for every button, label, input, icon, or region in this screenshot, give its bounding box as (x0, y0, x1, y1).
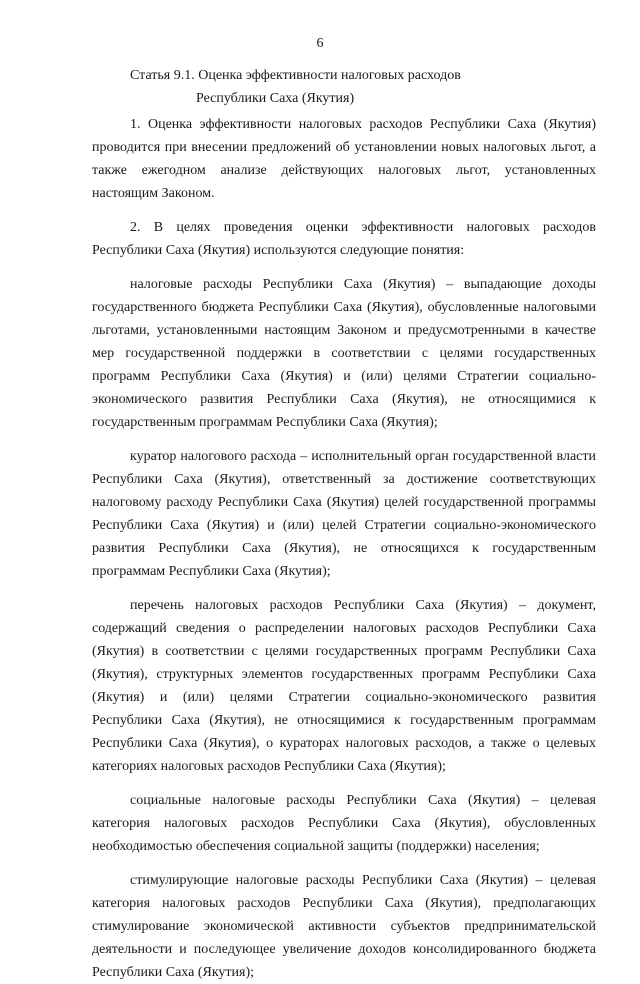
definition-curator: куратор налогового расхода – исполнительный орган государственной власти Республики Саха (Якутия), ответственный за достижение соответствующих налоговому расходу Республики Саха (Якутия) целей государственной программы Республики Саха (Якутия) и (или) целей Стратегии социально-экономического развития Республики Саха (Якутия), не относящихся к государственным программам Республики Саха (Якутия); (92, 449, 596, 579)
definition-stimulating: стимулирующие налоговые расходы Республики Саха (Якутия) – целевая категория налоговых расходов Республики Саха (Якутия), предполагающих стимулирование экономической активности субъектов предпринимательской деятельности и последующее увеличение доходов консолидированного бюджета Республики Саха (Якутия); (92, 873, 596, 980)
definition-social: социальные налоговые расходы Республики Саха (Якутия) – целевая категория налоговых расходов Республики Саха (Якутия), обусловленных необходимостью обеспечения социальной защиты (поддержки) населения; (92, 793, 596, 854)
article-title-line-2: Республики Саха (Якутия) (196, 91, 355, 106)
definition-list: перечень налоговых расходов Республики Саха (Якутия) – документ, содержащий сведения о распределении налоговых расходов Республики Саха (Якутия) в соответствии с целями государственных программ Республики Саха (Якутия), структурных элементов государственных программ Республики Саха (Якутия) и (или) целями Стратегии социально-экономического развития Республики Саха (Якутия), не относящимися к государственным программам Республики Саха (Якутия), о кураторах налоговых расходов, а также о целевых категориях налоговых расходов Республики Саха (Якутия); (92, 598, 596, 774)
definition-tax-expenditures: налоговые расходы Республики Саха (Якутия) – выпадающие доходы государственного бюджета Республики Саха (Якутия), обусловленные налоговыми льготами, установленными настоящим Законом и предусмотренными в качестве мер государственной поддержки в соответствии с целями государственных программ Республики Саха (Якутия) и (или) целями Стратегии социально-экономического развития Республики Саха (Якутия), не относящимися к государственным программам Республики Саха (Якутия); (92, 277, 596, 430)
page-number: 6 (316, 36, 324, 51)
article-heading (130, 64, 590, 110)
paragraph-2: 2. В целях проведения оценки эффективности налоговых расходов Республики Саха (Якутия) используются следующие понятия: (92, 220, 596, 258)
article-body (92, 113, 596, 984)
paragraph-1: 1. Оценка эффективности налоговых расходов Республики Саха (Якутия) проводится при внесении предложений об установлении новых налоговых льгот, а также ежегодном анализе действующих налоговых льгот, установленных настоящим Законом. (92, 117, 596, 201)
article-title-line-1: Статья 9.1. Оценка эффективности налоговых расходов (130, 68, 461, 83)
